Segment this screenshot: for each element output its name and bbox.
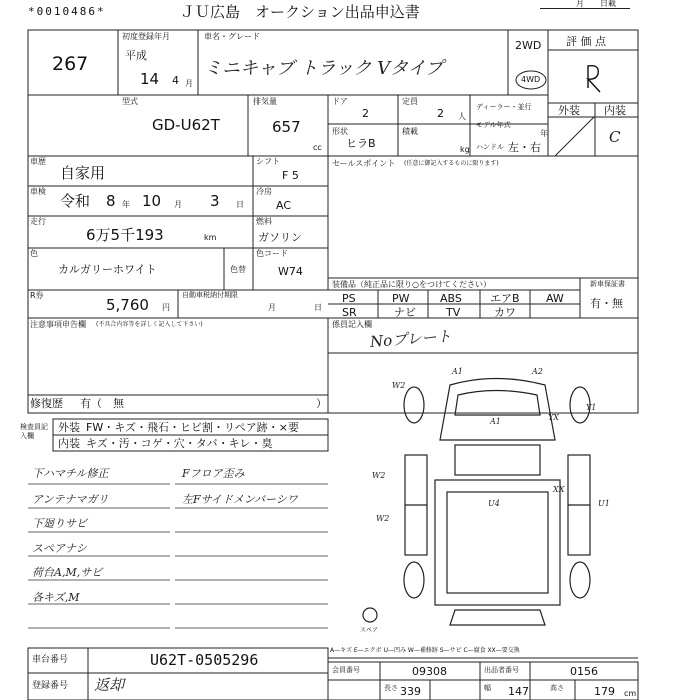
repair-value: 有（ 無 <box>80 397 124 410</box>
remark-3: 下廻りサビ <box>32 517 87 530</box>
mark-a2-top: A2 <box>532 367 543 376</box>
repair-label: 修復歴 <box>30 397 63 410</box>
registration-year: 14 <box>140 70 160 88</box>
equip-airbag: エアB <box>490 292 520 305</box>
tax-deadline-month: 月 <box>268 303 276 312</box>
length-value: 339 <box>400 685 421 698</box>
mileage-label: 走行 <box>30 217 46 226</box>
color-code-value: W74 <box>278 265 303 278</box>
spare-label: スペア <box>360 627 379 634</box>
equip-ps: PS <box>342 292 356 305</box>
remark-5: 荷台A,M,サビ <box>32 566 103 579</box>
capacity-value: 2 <box>437 107 444 120</box>
form-title: ＪＵ広島 オークション出品申込書 <box>180 3 420 21</box>
sales-point-note: (任意に御記入するものに限ります) <box>404 160 499 167</box>
legend-outside: FW・キズ・飛石・ヒビ割・リペア跡・×要 <box>86 421 299 434</box>
registration-era: 平成 <box>125 49 147 62</box>
legend-outside-label: 外装 <box>58 421 80 434</box>
tax-deadline-label: 自動車税納付期限 <box>182 291 238 299</box>
plate-label: 登録番号 <box>32 681 69 691</box>
model-name: ミニキャブ トラック Vタイプ <box>204 58 444 79</box>
drive-4wd: 4WD <box>521 75 541 84</box>
handle-value: 左・右 <box>508 141 541 154</box>
shape-label: 形状 <box>332 127 348 136</box>
shift-value: F 5 <box>282 169 299 182</box>
mark-y1: Y1 <box>586 403 597 412</box>
mark-w2-top: W2 <box>392 381 406 390</box>
inspection-label: 車検 <box>30 187 46 196</box>
exhibitor-value: 0156 <box>570 665 598 678</box>
handle-label: ハンドル <box>476 143 504 151</box>
doors-value: 2 <box>362 107 369 120</box>
sales-point-label: セールスポイント <box>332 159 396 168</box>
remark-1: 下ハマチル修正 <box>32 467 109 480</box>
damage-legend: A—キズ E—エクボ U—凹み W—補修跡 S—サビ C—腐食 XX—要交換 <box>330 647 520 654</box>
model-year-label: モデル年式 <box>476 121 511 129</box>
remark-2: アンテナマガリ <box>32 493 109 506</box>
mark-yx: YX <box>548 413 559 422</box>
width-value: 147 <box>508 685 529 698</box>
inspection-era: 令和 <box>60 192 91 210</box>
legend-inside: キズ・汚・コゲ・穴・タバ・キレ・臭 <box>86 437 273 450</box>
tax-deadline-day: 日 <box>314 303 322 312</box>
equip-leather: カワ <box>494 306 516 319</box>
displacement-value: 657 <box>272 118 301 136</box>
tax-label: R券 <box>30 291 44 300</box>
mark-w2-left: W2 <box>372 471 386 480</box>
shape-value: ヒラB <box>346 137 376 150</box>
member-label: 会員番号 <box>332 666 360 674</box>
manual-value: 有・無 <box>590 297 623 310</box>
serial-number: *0010486* <box>28 5 106 18</box>
doors-label: ドア <box>332 97 348 106</box>
dealer-label: ディーラー・並行 <box>476 103 532 111</box>
date-label: 月 日載 <box>576 0 616 8</box>
inspection-year-unit: 年 <box>122 200 130 209</box>
equip-pw: PW <box>392 292 410 305</box>
color-value: カルガリーホワイト <box>58 263 157 276</box>
exterior-label: 外装 <box>558 104 580 117</box>
usage-label: 車歴 <box>30 157 46 166</box>
equip-aw: AW <box>546 292 564 305</box>
model-year-unit: 年 <box>540 129 548 138</box>
tax-value: 5,760 <box>106 296 149 314</box>
inspection-day-unit: 日 <box>236 200 244 209</box>
interior-value: C <box>609 128 621 146</box>
displacement-unit: cc <box>313 143 322 152</box>
fuel-label: 燃料 <box>256 217 272 226</box>
usage-value: 自家用 <box>60 164 106 182</box>
height-unit: cm <box>624 689 637 698</box>
equip-tv: TV <box>446 306 461 319</box>
color-change-label: 色替 <box>230 265 246 274</box>
height-label: 高さ <box>550 684 564 692</box>
registration-month-unit: 月 <box>185 79 193 88</box>
repair-close: ） <box>316 397 327 410</box>
registration-label: 初度登録年月 <box>122 32 170 41</box>
chassis-label: 車台番号 <box>32 655 69 665</box>
remark-right-2: 左Fサイドメンバーシワ <box>182 493 298 506</box>
inspection-year: 8 <box>106 192 116 210</box>
staff-notes-label: 係員記入欄 <box>332 320 372 329</box>
height-value: 179 <box>594 685 615 698</box>
color-label: 色 <box>30 249 38 258</box>
interior-label: 内装 <box>604 104 626 117</box>
remark-4: スペアナシ <box>32 542 87 555</box>
remark-right-1: Fフロア歪み <box>182 467 245 480</box>
inspection-month: 10 <box>142 192 162 210</box>
remark-6: 各キズ,M <box>32 591 80 604</box>
mark-xx: XX <box>553 485 565 494</box>
type-label: 型式 <box>122 97 138 106</box>
grade-label: 評 価 点 <box>566 35 606 48</box>
mark-a1-cab: A1 <box>490 417 501 426</box>
load-unit: kg <box>460 145 470 154</box>
equipment-label: 装備品（純正品に限り○をつけてください） <box>332 280 491 289</box>
lot-number: 267 <box>52 53 89 75</box>
mark-w2-bottom: W2 <box>376 514 390 523</box>
capacity-label: 定員 <box>402 97 418 106</box>
width-label: 幅 <box>484 684 491 692</box>
mileage-value: 6万5千193 <box>86 226 164 244</box>
equip-sr: SR <box>342 306 357 319</box>
type-value: GD-U62T <box>152 116 220 134</box>
fuel-value: ガソリン <box>258 231 302 244</box>
member-value: 09308 <box>412 665 447 678</box>
notes-label: 注意事項申告欄 <box>30 320 86 329</box>
registration-month: 4 <box>172 74 179 87</box>
staff-notes-handwritten: Noプレート <box>369 327 453 351</box>
ac-label: 冷房 <box>256 187 272 196</box>
shift-label: シフト <box>256 157 280 166</box>
length-label: 長さ <box>384 684 398 692</box>
legend-inside-label: 内装 <box>58 437 80 450</box>
drive-2wd: 2WD <box>515 39 542 52</box>
capacity-unit: 人 <box>458 112 466 121</box>
mark-u1: U1 <box>598 499 610 508</box>
notes-note: (不具合内容等を詳しく記入して下さい) <box>96 321 203 328</box>
manual-label: 新車保証書 <box>590 280 625 288</box>
plate-handwritten: 返却 <box>94 676 125 694</box>
mark-a1-top: A1 <box>452 367 463 376</box>
inspection-month-unit: 月 <box>174 200 182 209</box>
load-label: 積載 <box>402 127 418 136</box>
legend-inspector-label: 検査員記入欄 <box>20 423 48 440</box>
color-code-label: 色コード <box>256 249 288 258</box>
equip-abs: ABS <box>440 292 462 305</box>
inspection-day: 3 <box>210 192 220 210</box>
model-label: 車名・グレード <box>204 32 260 41</box>
mark-u4: U4 <box>488 499 500 508</box>
exhibitor-label: 出品者番号 <box>484 666 519 674</box>
ac-value: AC <box>276 199 292 212</box>
equip-navi: ナビ <box>394 306 416 319</box>
chassis-value: U62T-0505296 <box>150 651 259 669</box>
mileage-unit: km <box>204 233 217 242</box>
displacement-label: 排気量 <box>253 97 277 106</box>
tax-unit: 円 <box>162 303 170 312</box>
